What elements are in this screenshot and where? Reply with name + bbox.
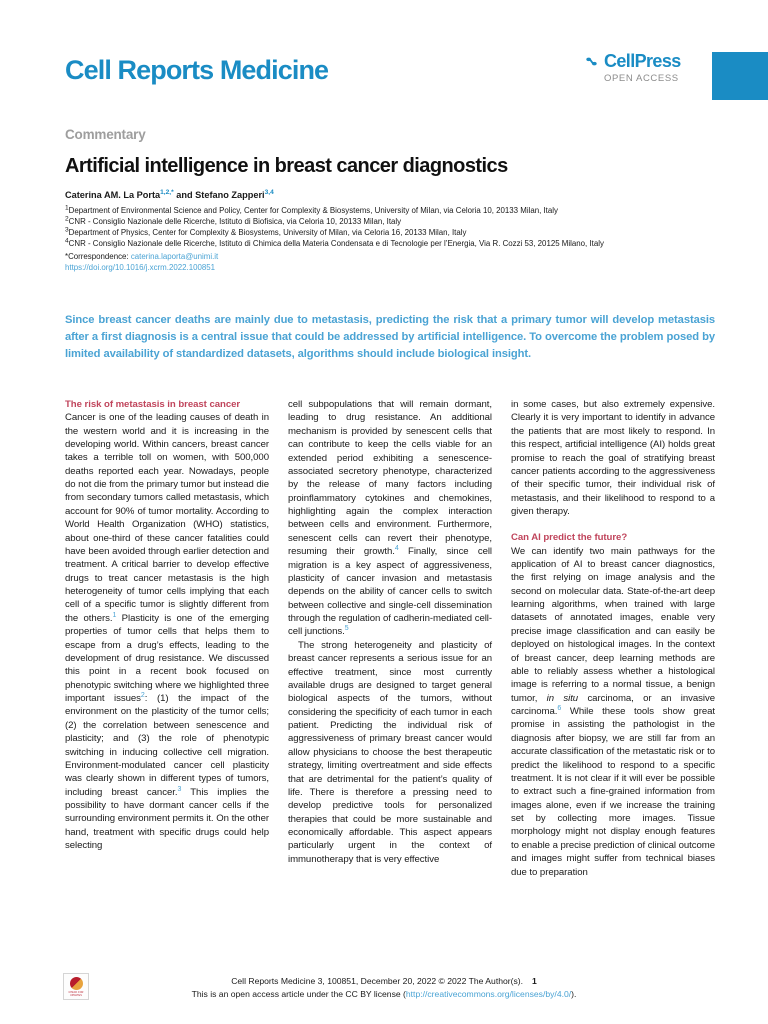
body-columns (65, 398, 715, 879)
doi-link[interactable]: https://doi.org/10.1016/j.xcrm.2022.100851 (65, 262, 216, 272)
affiliation-list (65, 205, 715, 250)
citation-text: Cell Reports Medicine 3, 100851, December 20, 2022 © 2022 The Author(s). (231, 976, 524, 986)
author-list: Caterina AM. La Porta$^{1,2,*}$ and Stefano Zapperi$^{3,4}$ (65, 189, 274, 201)
reference-marker[interactable]: 4 (394, 544, 399, 552)
para-text-italic: in situ (546, 692, 579, 704)
correspondence (65, 251, 715, 262)
article-header (65, 127, 715, 273)
correspondence-label: *Correspondence: (65, 251, 129, 261)
paragraph: in some cases, but also extremely expensive. Clearly it is very important to identify in advance the patients that are most likely to respond. In this respect, artificial intelligence (AI) holds great promise to reach the goal of stratifying breast cancer patients according to the aggressiveness of their specific tumor, their individual risk of metastasis, and their likelihood to respond to a given therapy. (511, 399, 715, 517)
reference-marker[interactable]: 3 (177, 785, 182, 793)
para-text: We can identify two main pathways for the application of AI to breast cancer diagnostics, the first relying on image analysis and the second on molecular data. State-of-the-art deep learning algorithms, when trained with large datasets of annotated images, enable very precise image classification and can easily be deployed on histological images. In the context of breast cancer, deep learning methods are able to reliably assess whether a histological image is referring to a normal tissue, a benign tumor, (511, 545, 715, 704)
para-text: carcinoma, or an invasive carcinoma. (511, 692, 715, 718)
license-prefix: This is an open access article under the CC BY license ( (191, 988, 406, 999)
para-text: This implies the possibility to have dormant cancer cells if the surrounding environment permits it. On the other hand, treatment with specific drugs could help selecting (65, 786, 270, 852)
masthead (0, 42, 768, 108)
page-number: 1 (532, 976, 537, 986)
affiliation-item: $^2$CNR - Consiglio Nazionale delle Ricerche, Istituto di Biofisica, via Celoria 10, 20133 Milan, Italy (65, 215, 402, 227)
paragraph (511, 545, 715, 879)
paragraph (288, 398, 492, 639)
column-2 (288, 398, 492, 879)
section-heading-can-ai-predict: Can AI predict the future? (511, 532, 628, 544)
cellpress-wordmark: CellPress (604, 51, 681, 71)
column-3 (511, 398, 715, 879)
para-text: Finally, since cell migration is a key aspect of aggressiveness, plasticity of cancer invasion and metastasis depends on the ability of cancer cells to switch between collective and single-cell dissemination through the regulation of cadherin-mediated cell-cell junctions. (288, 546, 493, 638)
reference-marker[interactable]: 5 (344, 625, 349, 633)
reference-marker[interactable]: 6 (557, 704, 562, 712)
lead-paragraph: Since breast cancer deaths are mainly due to metastasis, predicting the risk that a primary tumor will develop metastasis after a first diagnosis is a central issue that could be addressed by artificial intelligence. To overcome the problem posed by limited availability of standardized datasets, algorithms should include biological insight. (65, 314, 715, 361)
column-1 (65, 398, 269, 879)
para-text: While these tools show great promise in assisting the pathologist in the diagnosis after biopsy, we are still far from an accurate classification of the metastatic risk or to predict the likelihood to respond to a specific treatment. It is not clear if it will ever be possible to extract such a fine-grained information from images alone, even if we increase the training set by collecting more images. Tissue morphology might not display enough features to enable a precise prediction of clinical outcome and images might suffer from technical biases due to preparation (511, 706, 715, 878)
citation-line (0, 975, 768, 988)
license-url-link[interactable]: http://creativecommons.org/licenses/by/4.0/ (405, 988, 572, 999)
affiliation-item: $^4$CNR - Consiglio Nazionale delle Ricerche, Istituto di Chimica della Materia Condensata e di Tecnologie per l’Energia, Via R. Cozzi 53, 20125 Milano, Italy (65, 237, 604, 249)
para-text: Cancer is one of the leading causes of death in the western world and it is increasing in the developing world. Within cancers, breast cancer takes a terrible toll on women, with 500,000 deaths reported each year. Nowadays, people do not die from the primary tumor but instead die from secondary tumors called metastasis, which account for 90% of tumor mortality. According to World Health Organization (WHO) statistics, about one-third of these cancer fatalities could have been avoided through earlier detection and treatment. A critical barrier to develop effective drugs to treat cancer metastasis is the high heterogeneity of tumor cells implying that each cell of a specific tumor is slightly different from the others. (65, 412, 269, 624)
crossmark-caption: CHECK FOR UPDATES (68, 990, 84, 997)
cellpress-logo[interactable] (583, 52, 703, 84)
affiliation-item: $^1$Department of Environmental Science and Policy, Center for Complexity & Biosystems, University of Milan, via Celoria 10, 20133 Milan, Italy (65, 204, 558, 215)
masthead-color-block (712, 52, 768, 100)
correspondence-email-link[interactable]: caterina.laporta@unimi.it (130, 251, 219, 261)
reference-marker[interactable]: 1 (112, 611, 117, 619)
para-text: cell subpopulations that will remain dormant, leading to drug resistance. An additional mechanism is provided by senescent cells that can contribute to keep the cells viable for an extended period exhibiting a senescence-associated secretory phenotype, characterized by the release of many factors including proinflammatory cytokines and chemokines, highlighting again the complex interaction between cells and environment. Furthermore, senescent cells can revert their phenotype, resuming their growth. (288, 399, 492, 558)
page-title: Artificial intelligence in breast cancer diagnostics (65, 155, 508, 178)
footer-citation-block (0, 975, 768, 1001)
open-access-label: OPEN ACCESS (604, 73, 679, 84)
para-text: : (1) the impact of the environment on the plasticity of the tumor cells; (2) the correlation between senescence and plasticity; and (3) the role of phenotypic switching in inducing collective cell migration. Environment-modulated cancer cell plasticity was clearly shown in different types of tumors, including breast cancer. (65, 693, 269, 798)
license-suffix: ). (571, 988, 577, 999)
cellpress-link-icon (583, 53, 600, 70)
section-heading-metastasis-risk: The risk of metastasis in breast cancer (65, 399, 241, 410)
journal-title: Cell Reports Medicine (65, 55, 329, 85)
paragraph: The strong heterogeneity and plasticity of breast cancer represents a serious issue for an effective treatment, since most currently available drugs are designed to target general biological aspects of the tumors, without considering the specificity of each tumor in each patient. Predicting the individual risk of aggressiveness of primary breast cancer would allow physicians to choose the best therapeutic strategy, limiting overtreatment and side effects that are detrimental for the patient’s quality of life. There is therefore a pressing need to develop predictive tools for personalized therapies that could be more sustainable and economically affordable. This aspect appears particularly urgent in the context of immunotherapy that is very effective (288, 639, 492, 865)
reference-marker[interactable]: 2 (140, 691, 145, 699)
affiliation-item: $^3$Department of Physics, Center for Complexity & Biosystems, University of Milan, via Celoria 16, 20133 Milan, Italy (65, 226, 467, 238)
article-kicker: Commentary (65, 127, 146, 142)
para-text: Plasticity is one of the emerging properties of tumor cells that helps them to escape from a drug’s effects, leading to the development of drug resistance. We discussed this point in a recent book focused on phenotypic switching where we highlighted three important issues (65, 612, 270, 705)
license-line (0, 988, 768, 1001)
paragraph (65, 411, 269, 852)
